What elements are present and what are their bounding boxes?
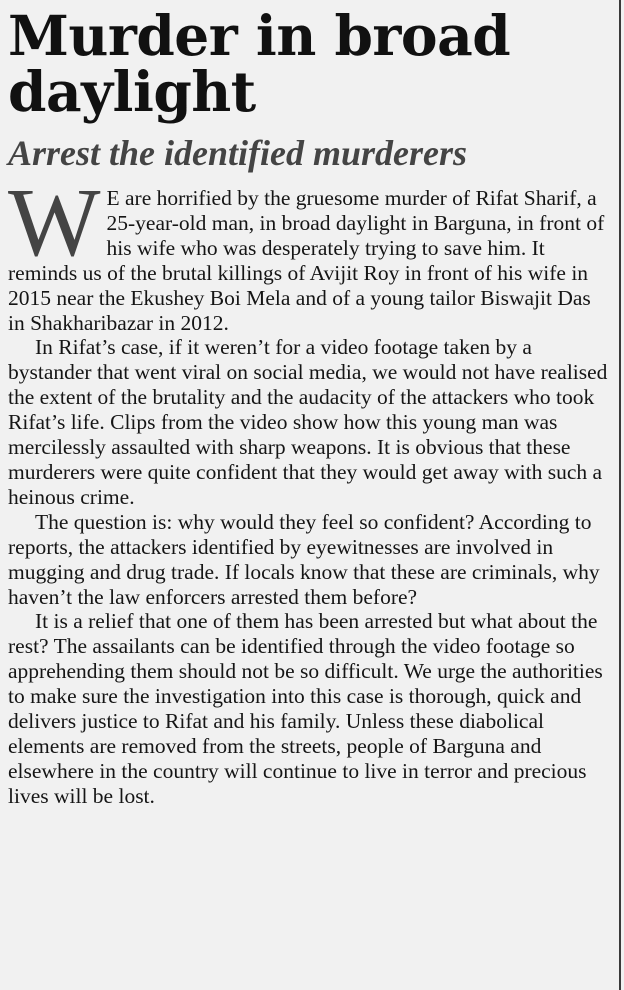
paragraph-2: In Rifat’s case, if it weren’t for a video footage taken by a bystander that went viral on social media, we would not have realised the extent of the brutality and the audacity of the attackers who took Rifat’s life. Clips from the video show how this young man was mercilessly assaulted with sharp weapons. It is obvious that these murderers were quite confident that they would get away with such a heinous crime.	[8, 335, 608, 509]
paragraph-3: The question is: why would they feel so confident? According to reports, the attackers identified by eyewitnesses are involved in mugging and drug trade. If locals know that these are criminals, why haven’t the law enforcers arrested them before?	[8, 509, 600, 609]
subheadline: Arrest the identified murderers	[8, 133, 468, 173]
column-rule	[619, 0, 621, 990]
headline-line-2: daylight	[8, 59, 256, 124]
paragraph-1-text: E are horrified by the gruesome murder of Rifat Sharif, a 25-year-old man, in broad daylight in Barguna, in front of his wife who was desperately trying to save him. It reminds us of the brutal killings of Avijit Roy in front of his wife in 2015 near the Ekushey Boi Mela and of a young tailor Biswajit Das in Shakharibazar in 2012.	[8, 186, 605, 335]
paragraph-1	[8, 169, 612, 335]
headline-line-1: Murder in broad	[8, 3, 511, 68]
article-body	[8, 169, 612, 809]
drop-cap: W	[8, 169, 101, 277]
paragraph-4: It is a relief that one of them has been arrested but what about the rest? The assailants can be identified through the video footage so apprehending them should not be so difficult. We urge the authorities to make sure the investigation into this case is thorough, quick and delivers justice to Rifat and his family. Unless these diabolical elements are removed from the streets, people of Barguna and elsewhere in the country will continue to live in terror and precious lives will be lost.	[8, 609, 603, 808]
headline	[8, 3, 612, 124]
